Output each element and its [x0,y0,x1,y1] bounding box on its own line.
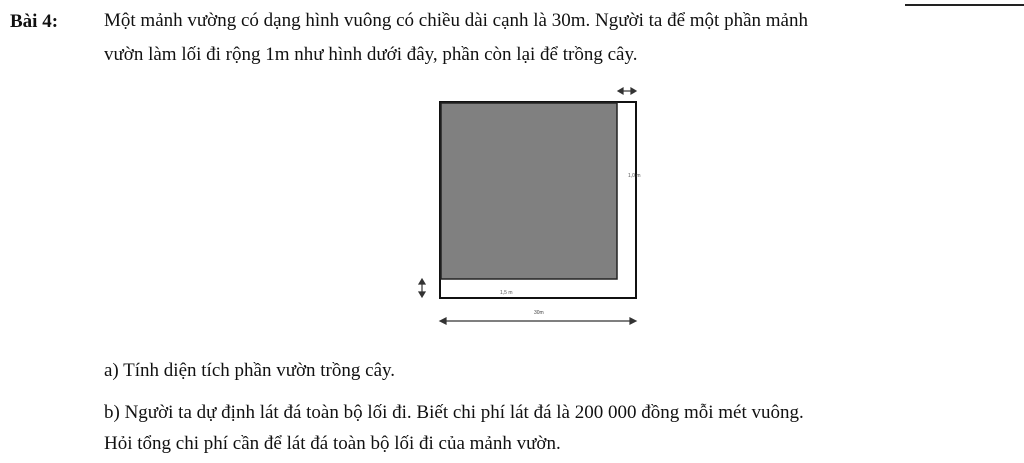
total-width-label: 30m [534,310,544,316]
path-width-arrow-bottom [419,279,425,297]
problem-statement-line-2: vườn làm lối đi rộng 1m như hình dưới đây, phần còn lại để trồng cây. [104,44,638,65]
path-width-arrow-top [618,88,636,94]
planted-area [441,103,617,279]
top-rule [905,4,1024,6]
problem-label: Bài 4: [10,11,59,32]
question-b-line-1: b) Người ta dự định lát đá toàn bộ lối đi. Biết chi phí lát đá là 200 000 đồng mỗi mét vuông. [104,402,804,423]
garden-diagram [400,80,660,330]
garden-figure [400,80,660,330]
question-a: a) Tính diện tích phần vườn trồng cây. [104,360,396,381]
problem-statement-line-1: Một mảnh vường có dạng hình vuông có chiều dài cạnh là 30m. Người ta để một phần mảnh [104,10,808,31]
total-width-dimension [440,318,636,324]
question-b-line-2: Hỏi tổng chi phí cần để lát đá toàn bộ lối đi của mảnh vườn. [104,433,561,454]
bottom-path-label: 1,5 m [500,290,513,296]
right-path-label: 1,0 m [628,173,641,179]
